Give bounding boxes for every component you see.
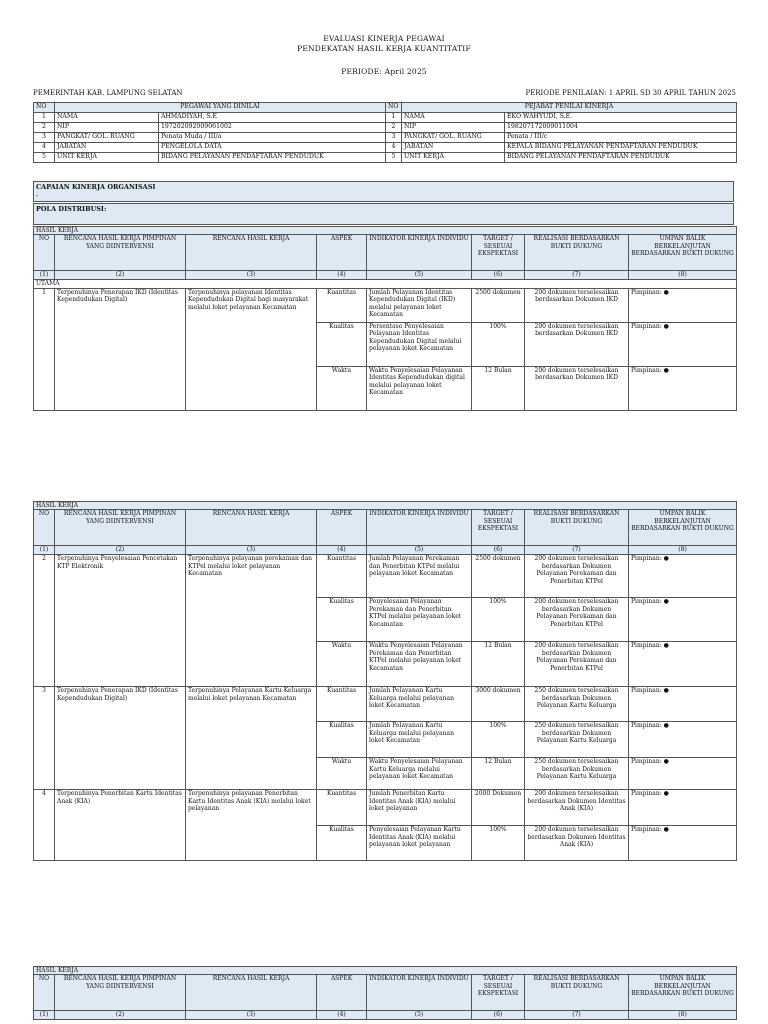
row-label: NIP — [55, 123, 159, 133]
row-indikator: Penyelesaian Pelayanan Perekaman dan Penerbitan KTPel melalui pelayanan loket Kecamatan — [367, 598, 472, 642]
row-label-2: NAMA — [402, 113, 505, 123]
index-cell: (1) — [34, 546, 55, 555]
index-cell: (5) — [367, 1011, 472, 1020]
index-cell: (2) — [55, 271, 186, 280]
row-rhk-pimpinan: Terpenuhinya Penerbitan Kartu Identitas Anak (KIA) — [55, 790, 186, 861]
index-row — [34, 546, 737, 555]
row-no: 2 — [34, 123, 55, 133]
row-realisasi: 250 dokumen terselesaikan berdasarkan Dokumen Pelayanan Kartu Keluarga — [525, 722, 629, 758]
index-cell: (7) — [525, 271, 629, 280]
index-cell: (5) — [367, 546, 472, 555]
row-no-2: 4 — [386, 143, 402, 153]
employee-table-header — [34, 103, 737, 113]
col-no-2: NO — [386, 103, 402, 113]
row-target: 100% — [472, 826, 525, 861]
col-no: NO — [34, 235, 55, 271]
row-no-2: 2 — [386, 123, 402, 133]
col-rhk-pimpinan: RENCANA HASIL KERJA PIMPINAN YANG DIINTERVENSI — [55, 975, 186, 1011]
row-umpan: Pimpinan: ● — [629, 790, 737, 826]
col-target: TARGET / SESEUAI EKSPEKTASI — [472, 235, 525, 271]
pola-title: POLA DISTRIBUSI: — [36, 205, 107, 213]
row-realisasi: 200 dokumen terselesaikan berdasarkan Dokumen Identitas Anak (KIA) — [525, 790, 629, 826]
row-rhk: Terpenuhinya pelayanan Identitas Kependudukan Digital bagi masyarakat melalui loket pelayanan Kecamatan — [186, 288, 317, 410]
col-realisasi: REALISASI BERDASARKAN BUKTI DUKUNG — [525, 510, 629, 546]
col-aspek: ASPEK — [317, 235, 367, 271]
index-cell: (3) — [186, 271, 317, 280]
row-umpan: Pimpinan: ● — [629, 687, 737, 722]
row-no-2: 3 — [386, 133, 402, 143]
row-no-2: 1 — [386, 113, 402, 123]
table-row — [34, 113, 737, 123]
row-indikator: Jumlah Pelayanan Kartu Keluarga melalui pelayanan loket Kecamatan — [367, 687, 472, 722]
index-cell: (5) — [367, 271, 472, 280]
row-label-2: NIP — [402, 123, 505, 133]
hasil-kerja-table-1 — [33, 226, 737, 411]
row-realisasi: 200 dokumen terselesaikan berdasarkan Dokumen IKD — [525, 288, 629, 322]
index-cell: (8) — [629, 271, 737, 280]
capaian-title: CAPAIAN KINERJA ORGANISASI — [36, 183, 156, 191]
row-target: 3000 dokumen — [472, 687, 525, 722]
row-aspek: Kuantitas — [317, 790, 367, 826]
row-realisasi: 250 dokumen terselesaikan berdasarkan Dokumen Pelayanan Kartu Keluarga — [525, 758, 629, 790]
row-umpan: Pimpinan: ● — [629, 598, 737, 642]
row-umpan: Pimpinan: ● — [629, 826, 737, 861]
index-cell: (1) — [34, 271, 55, 280]
table-row — [34, 790, 737, 826]
row-indikator: Penyelesaian Pelayanan Kartu Identitas Anak (KIA) melalui pelayanan loket pelayanan — [367, 826, 472, 861]
index-row — [34, 271, 737, 280]
row-no: 4 — [34, 143, 55, 153]
row-label: PANGKAT/ GOL. RUANG — [55, 133, 159, 143]
row-value-2: EKO WAHYUDI, S.E. — [505, 113, 737, 123]
col-no: NO — [34, 975, 55, 1011]
row-target: 2500 dokumen — [472, 555, 525, 598]
row-value: 197202092009061002 — [159, 123, 386, 133]
capaian-box — [33, 181, 734, 202]
table-row — [34, 133, 737, 143]
row-no: 3 — [34, 687, 55, 790]
row-umpan: Pimpinan: ● — [629, 366, 737, 410]
index-cell: (4) — [317, 546, 367, 555]
utama-label: UTAMA — [34, 280, 737, 288]
col-rhk-pimpinan: RENCANA HASIL KERJA PIMPINAN YANG DIINTERVENSI — [55, 235, 186, 271]
row-indikator: Waktu Penyelesaian Pelayanan Perekaman dan Penerbitan KTPel melalui pelayanan loket Kecamatan — [367, 642, 472, 687]
row-realisasi: 250 dokumen terselesaikan berdasarkan Dokumen Pelayanan Kartu Keluarga — [525, 687, 629, 722]
row-indikator: Jumlah Pelayanan Identitas Kependudukan Digital (IKD) melalui pelayanan loket Kecamatan — [367, 288, 472, 322]
row-aspek: Waktu — [317, 366, 367, 410]
row-realisasi: 200 dokumen terselesaikan berdasarkan Dokumen Pelayanan Perekaman dan Penerbitan KTPel — [525, 642, 629, 687]
row-no: 1 — [34, 113, 55, 123]
employee-table — [33, 102, 737, 163]
row-no: 5 — [34, 153, 55, 163]
row-label-2: UNIT KERJA — [402, 153, 505, 163]
col-pejabat: PEJABAT PENILAI KINERJA — [402, 103, 737, 113]
row-umpan: Pimpinan: ● — [629, 642, 737, 687]
table-row — [34, 555, 737, 598]
row-aspek: Kuantitas — [317, 288, 367, 322]
index-cell: (8) — [629, 1011, 737, 1020]
index-cell: (3) — [186, 1011, 317, 1020]
hasil-kerja-table-2 — [33, 501, 737, 861]
row-value: AHMADIYAH, S.E — [159, 113, 386, 123]
index-cell: (4) — [317, 1011, 367, 1020]
row-aspek: Kuantitas — [317, 687, 367, 722]
col-aspek: ASPEK — [317, 975, 367, 1011]
row-umpan: Pimpinan: ● — [629, 288, 737, 322]
pola-box — [33, 203, 734, 225]
col-rhk: RENCANA HASIL KERJA — [186, 235, 317, 271]
col-indikator: INDIKATOR KINERJA INDIVIDU — [367, 510, 472, 546]
row-no: 3 — [34, 133, 55, 143]
row-rhk-pimpinan: Terpenuhinya Penerapan IKD (Identitas Kependudukan Digital) — [55, 687, 186, 790]
index-row — [34, 1011, 737, 1020]
row-value-2: 198207172009011004 — [505, 123, 737, 133]
row-umpan: Pimpinan: ● — [629, 722, 737, 758]
col-indikator: INDIKATOR KINERJA INDIVIDU — [367, 235, 472, 271]
row-target: 100% — [472, 598, 525, 642]
row-target: 12 Bulan — [472, 366, 525, 410]
row-target: 2000 Dokumen — [472, 790, 525, 826]
row-no: 2 — [34, 555, 55, 687]
row-label: JABATAN — [55, 143, 159, 153]
index-cell: (6) — [472, 546, 525, 555]
col-realisasi: REALISASI BERDASARKAN BUKTI DUKUNG — [525, 975, 629, 1011]
index-cell: (4) — [317, 271, 367, 280]
doc-title: EVALUASI KINERJA PEGAWAI — [323, 34, 445, 43]
doc-subtitle: PENDEKATAN HASIL KERJA KUANTITATIF — [297, 44, 471, 53]
row-realisasi: 200 dokumen terselesaikan berdasarkan Dokumen Identitas Anak (KIA) — [525, 826, 629, 861]
index-cell: (7) — [525, 546, 629, 555]
table-header — [34, 510, 737, 546]
row-rhk: Terpenuhinya Pelayanan Kartu Keluarga melalui loket pelayanan Kecamatan — [186, 687, 317, 790]
index-cell: (7) — [525, 1011, 629, 1020]
row-realisasi: 200 dokumen terselesaikan berdasarkan Dokumen IKD — [525, 322, 629, 366]
capaian-value: - — [36, 191, 39, 199]
index-cell: (2) — [55, 1011, 186, 1020]
row-realisasi: 200 dokumen terselesaikan berdasarkan Dokumen Pelayanan Perekaman dan Penerbitan KTPel — [525, 555, 629, 598]
row-no: 4 — [34, 790, 55, 861]
index-cell: (6) — [472, 1011, 525, 1020]
row-aspek: Kualitas — [317, 826, 367, 861]
row-aspek: Kualitas — [317, 598, 367, 642]
section-title: HASIL KERJA — [34, 227, 737, 235]
col-target: TARGET / SESEUAI EKSPEKTASI — [472, 975, 525, 1011]
row-value: Penata Muda / III/a — [159, 133, 386, 143]
row-umpan: Pimpinan: ● — [629, 758, 737, 790]
row-label: NAMA — [55, 113, 159, 123]
row-value: BIDANG PELAYANAN PENDAFTARAN PENDUDUK — [159, 153, 386, 163]
col-rhk: RENCANA HASIL KERJA — [186, 975, 317, 1011]
periode-penilaian: PERIODE PENILAIAN: 1 APRIL SD 30 APRIL TAHUN 2025 — [525, 89, 736, 97]
table-header — [34, 235, 737, 271]
col-umpan: UMPAN BALIK BERKELANJUTAN BERDASARKAN BUKTI DUKUNG — [629, 235, 737, 271]
table-row — [34, 288, 737, 322]
row-indikator: Waktu Penyelesaian Pelayanan Kartu Keluarga melalui pelayanan loket Kecamatan — [367, 758, 472, 790]
row-aspek: Kualitas — [317, 322, 367, 366]
row-value-2: Penata / III/c — [505, 133, 737, 143]
row-label-2: JABATAN — [402, 143, 505, 153]
row-label-2: PANGKAT/ GOL. RUANG — [402, 133, 505, 143]
index-cell: (1) — [34, 1011, 55, 1020]
row-aspek: Waktu — [317, 758, 367, 790]
table-header — [34, 975, 737, 1011]
row-aspek: Kuantitas — [317, 555, 367, 598]
table-row — [34, 143, 737, 153]
row-rhk: Terpenuhinya pelayanan perekaman dan KTPel melalui loket pelayanan Kecamatan — [186, 555, 317, 687]
row-target: 2500 dokumen — [472, 288, 525, 322]
col-rhk: RENCANA HASIL KERJA — [186, 510, 317, 546]
row-target: 100% — [472, 722, 525, 758]
row-rhk-pimpinan: Terpenuhinya Penyelesaian Pencetakan KTP Elektronik — [55, 555, 186, 687]
index-cell: (8) — [629, 546, 737, 555]
row-realisasi: 200 dokumen terselesaikan berdasarkan Dokumen Pelayanan Perekaman dan Penerbitan KTPel — [525, 598, 629, 642]
row-indikator: Jumlah Penerbitan Kartu Identitas Anak (KIA) melalui loket pelayanan — [367, 790, 472, 826]
col-no: NO — [34, 510, 55, 546]
col-umpan: UMPAN BALIK BERKELANJUTAN BERDASARKAN BUKTI DUKUNG — [629, 975, 737, 1011]
row-target: 12 Bulan — [472, 758, 525, 790]
index-cell: (3) — [186, 546, 317, 555]
hasil-kerja-table-3 — [33, 966, 737, 1020]
col-indikator: INDIKATOR KINERJA INDIVIDU — [367, 975, 472, 1011]
index-cell: (2) — [55, 546, 186, 555]
col-aspek: ASPEK — [317, 510, 367, 546]
row-label: UNIT KERJA — [55, 153, 159, 163]
row-target: 12 Bulan — [472, 642, 525, 687]
row-umpan: Pimpinan: ● — [629, 322, 737, 366]
row-aspek: Kualitas — [317, 722, 367, 758]
row-indikator: Waktu Penyelesaian Pelayanan Identitas Kependudukan digital melalui pelayanan loket Kecamatan — [367, 366, 472, 410]
index-cell: (6) — [472, 271, 525, 280]
row-rhk: Terpenuhinya pelayanan Penerbitan Kartu Identitas Anak (KIA) melalui loket pelayanan — [186, 790, 317, 861]
row-value: PENGELOLA DATA — [159, 143, 386, 153]
table-row — [34, 687, 737, 722]
col-umpan: UMPAN BALIK BERKELANJUTAN BERDASARKAN BUKTI DUKUNG — [629, 510, 737, 546]
row-no: 1 — [34, 288, 55, 410]
row-rhk-pimpinan: Terpenuhinya Penerapan IKD (Identitas Kependudukan Digital) — [55, 288, 186, 410]
row-value-2: KEPALA BIDANG PELAYANAN PENDAFTARAN PENDUDUK — [505, 143, 737, 153]
col-target: TARGET / SESEUAI EKSPEKTASI — [472, 510, 525, 546]
table-row — [34, 123, 737, 133]
row-aspek: Waktu — [317, 642, 367, 687]
row-value-2: BIDANG PELAYANAN PENDAFTARAN PENDUDUK — [505, 153, 737, 163]
row-indikator: Persentase Penyelesaian Pelayanan Identitas Kependudukan Digital melalui pelayanan loket Kecamatan — [367, 322, 472, 366]
col-no: NO — [34, 103, 55, 113]
row-realisasi: 200 dokumen terselesaikan berdasarkan Dokumen IKD — [525, 366, 629, 410]
row-indikator: Jumlah Pelayanan Perekaman dan Penerbitan KTPel melalui pelayanan loket Kecamatan — [367, 555, 472, 598]
col-rhk-pimpinan: RENCANA HASIL KERJA PIMPINAN YANG DIINTERVENSI — [55, 510, 186, 546]
row-umpan: Pimpinan: ● — [629, 555, 737, 598]
doc-periode: PERIODE: April 2025 — [341, 67, 427, 76]
table-row — [34, 153, 737, 163]
row-indikator: Jumlah Pelayanan Kartu Keluarga melalui pelayanan loket Kecamatan — [367, 722, 472, 758]
row-target: 100% — [472, 322, 525, 366]
section-title: HASIL KERJA — [34, 967, 737, 975]
section-title: HASIL KERJA — [34, 502, 737, 510]
col-realisasi: REALISASI BERDASARKAN BUKTI DUKUNG — [525, 235, 629, 271]
col-pegawai: PEGAWAI YANG DINILAI — [55, 103, 386, 113]
pemerintah-label: PEMERINTAH KAB. LAMPUNG SELATAN — [33, 89, 183, 97]
row-no-2: 5 — [386, 153, 402, 163]
